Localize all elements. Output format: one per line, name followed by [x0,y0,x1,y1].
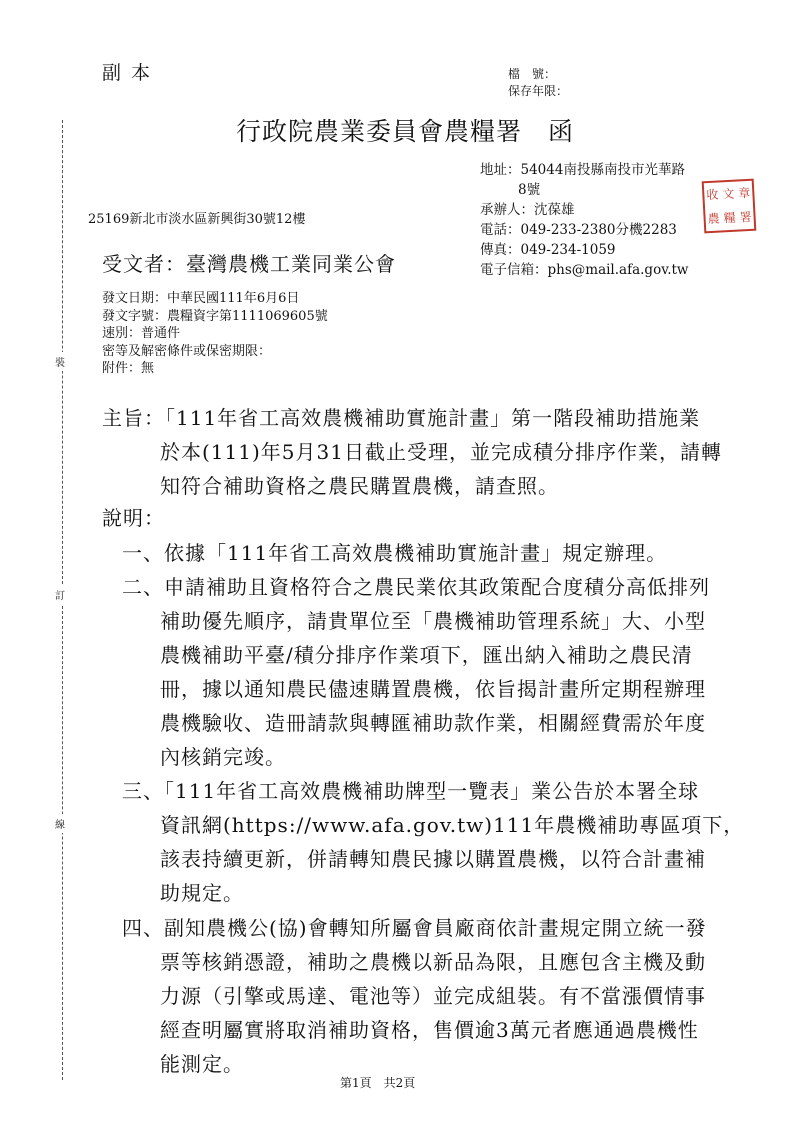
seal-char: 章 [737,185,751,201]
binding-mark: 訂 [55,585,65,604]
issue-classification: 密等及解密條件或保密期限： [102,343,272,359]
subject-line: 主旨：「111年省工高效農機補助實施計畫」第一階段補助措施業 [102,406,701,430]
file-meta [508,66,568,100]
explanation-line: 票等核銷憑證，補助之農機以新品為限，且應包含主機及動 [160,950,706,974]
issue-date: 發文日期：中華民國111年6月6日 [102,291,300,306]
issue-info [102,290,328,378]
explanation-line: 補助優先順序，請貴單位至「農機補助管理系統」大、小型 [160,609,706,633]
explanation-heading: 說明： [102,506,165,530]
file-number-label: 檔 號： [508,67,557,81]
seal-char: 糧 [723,210,736,226]
subject-line: 知符合補助資格之農民購置農機，請查照。 [160,474,559,498]
contact-block [480,160,689,280]
explanation-line: 三、「111年省工高效農機補助牌型一覽表」業公告於本署全球 [122,779,700,803]
copy-label: 副本 [102,62,161,84]
explanation-line: 二、申請補助且資格符合之農民業依其政策配合度積分高低排列 [122,575,710,599]
explanation-line: 內核銷完竣。 [160,745,286,769]
issue-doc-number: 發文字號：農糧資字第1111069605號 [102,308,328,324]
sender-address: 25169新北市淡水區新興街30號12樓 [88,212,306,227]
seal-char: 收 [706,187,719,203]
contact-handler: 承辦人：沈葆雄 [480,202,575,218]
explanation-line: 農機補助平臺/積分排序作業項下，匯出納入補助之農民清 [160,643,693,667]
retention-label: 保存年限： [508,84,569,98]
explanation-line: 一、依據「111年省工高效農機補助實施計畫」規定辦理。 [122,541,668,565]
binding-mark: 線 [55,814,65,833]
explanation-line: 經查明屬實將取消補助資格，售價逾3萬元者應通過農機性 [160,1018,699,1042]
explanation-line: 該表持續更新，併請轉知農民據以購置農機，以符合計畫補 [160,847,706,871]
explanation-line: 能測定。 [160,1052,244,1076]
seal-char: 農 [707,211,721,227]
page-number: 第1頁 共2頁 [340,1076,416,1090]
seal-char: 署 [739,209,752,225]
official-seal-stamp [702,179,757,234]
subject-line: 於本(111)年5月31日截止受理，並完成積分排序作業，請轉 [160,440,722,464]
recipient: 受文者：臺灣農機工業同業公會 [102,252,396,276]
contact-fax: 傳真：049-234-1059 [480,242,616,258]
agency-title: 行政院農業委員會農糧署 函 [236,117,575,146]
binding-mark: 裝 [55,352,65,371]
explanation-line: 冊，據以通知農民儘速購置農機，依旨揭計畫所定期程辦理 [160,677,706,701]
contact-address-line1: 地址：54044南投縣南投市光華路 [480,162,685,178]
seal-char: 文 [721,186,735,202]
contact-email: 電子信箱：phs@mail.afa.gov.tw [480,262,689,278]
issue-attachment: 附件：無 [102,361,155,376]
explanation-line: 四、副知農機公(協)會轉知所屬會員廠商依計畫規定開立統一發 [122,916,707,940]
explanation-line: 農機驗收、造冊請款與轉匯補助款作業，相關經費需於年度 [160,711,706,735]
contact-address-line2: 8號 [518,182,541,198]
explanation-line: 助規定。 [160,881,244,905]
explanation-line: 力源（引擎或馬達、電池等）並完成組裝。有不當漲價情事 [160,984,706,1008]
contact-phone: 電話：049-233-2380分機2283 [480,222,677,238]
explanation-line: 資訊網(https://www.afa.gov.tw)111年農機補助專區項下， [160,813,745,837]
issue-urgency: 速別：普通件 [102,326,181,341]
